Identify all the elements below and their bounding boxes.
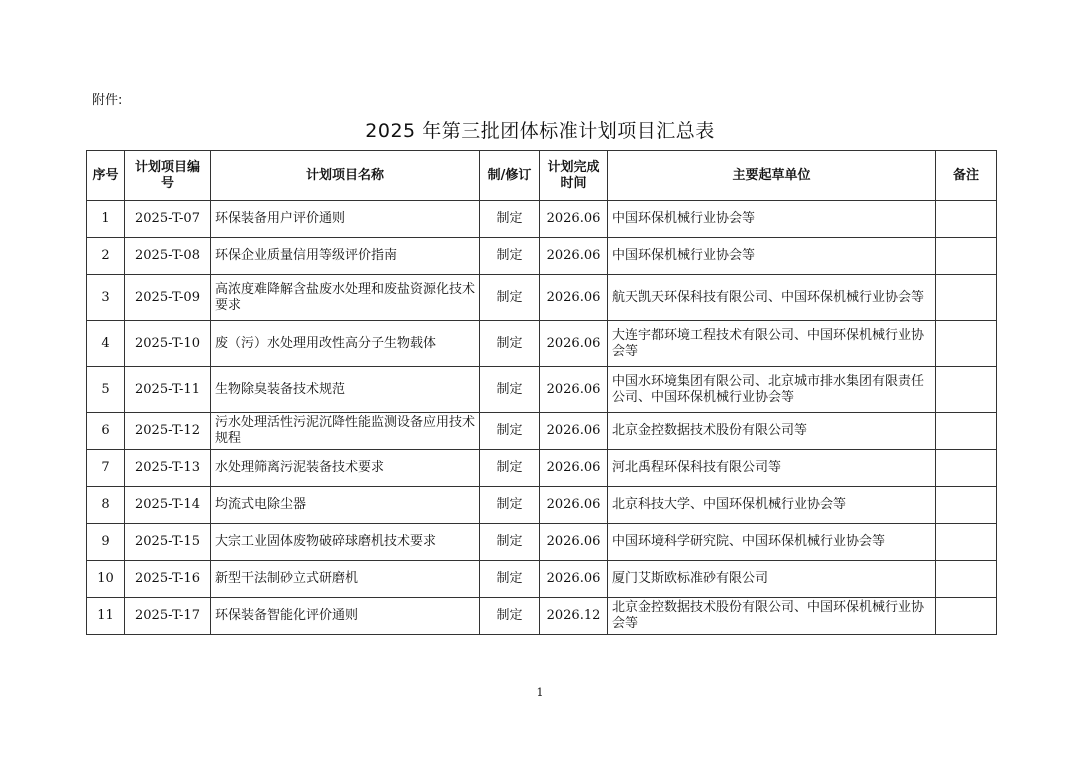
- cell-type: 制定: [480, 561, 540, 598]
- cell-type: 制定: [480, 238, 540, 275]
- cell-name: 环保装备智能化评价通则: [211, 598, 480, 635]
- cell-code: 2025-T-14: [125, 487, 211, 524]
- cell-unit: 中国环保机械行业协会等: [608, 201, 936, 238]
- cell-type: 制定: [480, 487, 540, 524]
- cell-type: 制定: [480, 321, 540, 367]
- table-row: [87, 487, 997, 524]
- cell-unit: 大连宇都环境工程技术有限公司、中国环保机械行业协会等: [608, 321, 936, 367]
- cell-unit: 中国环保机械行业协会等: [608, 238, 936, 275]
- cell-code: 2025-T-07: [125, 201, 211, 238]
- cell-date: 2026.06: [540, 450, 608, 487]
- cell-date: 2026.06: [540, 321, 608, 367]
- cell-type: 制定: [480, 450, 540, 487]
- cell-no: 6: [87, 413, 125, 450]
- cell-unit: 北京金控数据技术股份有限公司、中国环保机械行业协会等: [608, 598, 936, 635]
- cell-name: 生物除臭装备技术规范: [211, 367, 480, 413]
- cell-remark: [936, 275, 997, 321]
- cell-name: 均流式电除尘器: [211, 487, 480, 524]
- cell-code: 2025-T-08: [125, 238, 211, 275]
- cell-remark: [936, 321, 997, 367]
- page-title: 2025 年第三批团体标准计划项目汇总表: [365, 120, 715, 142]
- cell-code: 2025-T-09: [125, 275, 211, 321]
- cell-remark: [936, 561, 997, 598]
- cell-no: 5: [87, 367, 125, 413]
- header-code: 计划项目编号: [125, 151, 211, 201]
- cell-type: 制定: [480, 598, 540, 635]
- header-no: 序号: [87, 151, 125, 201]
- cell-code: 2025-T-12: [125, 413, 211, 450]
- cell-code: 2025-T-17: [125, 598, 211, 635]
- cell-unit: 中国水环境集团有限公司、北京城市排水集团有限责任公司、中国环保机械行业协会等: [608, 367, 936, 413]
- header-unit: 主要起草单位: [608, 151, 936, 201]
- cell-no: 3: [87, 275, 125, 321]
- cell-date: 2026.06: [540, 201, 608, 238]
- table-row: [87, 450, 997, 487]
- table-row: [87, 561, 997, 598]
- cell-type: 制定: [480, 413, 540, 450]
- table-row: [87, 321, 997, 367]
- table-header-row: [87, 151, 997, 201]
- cell-date: 2026.06: [540, 275, 608, 321]
- table-row: [87, 201, 997, 238]
- cell-unit: 中国环境科学研究院、中国环保机械行业协会等: [608, 524, 936, 561]
- attachment-label: 附件:: [92, 93, 123, 108]
- header-name: 计划项目名称: [211, 151, 480, 201]
- cell-type: 制定: [480, 275, 540, 321]
- cell-no: 8: [87, 487, 125, 524]
- header-type: 制/修订: [480, 151, 540, 201]
- cell-date: 2026.06: [540, 367, 608, 413]
- cell-code: 2025-T-11: [125, 367, 211, 413]
- page-number: 1: [536, 686, 544, 699]
- cell-no: 2: [87, 238, 125, 275]
- table-row: [87, 413, 997, 450]
- cell-name: 新型干法制砂立式研磨机: [211, 561, 480, 598]
- cell-name: 高浓度难降解含盐废水处理和废盐资源化技术要求: [211, 275, 480, 321]
- table-row: [87, 367, 997, 413]
- cell-name: 环保企业质量信用等级评价指南: [211, 238, 480, 275]
- cell-type: 制定: [480, 201, 540, 238]
- cell-remark: [936, 524, 997, 561]
- cell-no: 11: [87, 598, 125, 635]
- cell-code: 2025-T-15: [125, 524, 211, 561]
- cell-date: 2026.06: [540, 413, 608, 450]
- cell-code: 2025-T-13: [125, 450, 211, 487]
- header-remark: 备注: [936, 151, 997, 201]
- cell-remark: [936, 238, 997, 275]
- standards-plan-table: [86, 150, 997, 635]
- cell-type: 制定: [480, 524, 540, 561]
- cell-no: 10: [87, 561, 125, 598]
- cell-date: 2026.06: [540, 524, 608, 561]
- cell-code: 2025-T-10: [125, 321, 211, 367]
- table-row: [87, 524, 997, 561]
- cell-date: 2026.06: [540, 561, 608, 598]
- cell-name: 大宗工业固体废物破碎球磨机技术要求: [211, 524, 480, 561]
- cell-remark: [936, 487, 997, 524]
- cell-unit: 北京科技大学、中国环保机械行业协会等: [608, 487, 936, 524]
- header-date: 计划完成时间: [540, 151, 608, 201]
- cell-remark: [936, 598, 997, 635]
- cell-remark: [936, 201, 997, 238]
- cell-unit: 北京金控数据技术股份有限公司等: [608, 413, 936, 450]
- cell-date: 2026.06: [540, 238, 608, 275]
- cell-unit: 厦门艾斯欧标准砂有限公司: [608, 561, 936, 598]
- cell-no: 7: [87, 450, 125, 487]
- cell-remark: [936, 367, 997, 413]
- table-row: [87, 275, 997, 321]
- cell-remark: [936, 450, 997, 487]
- cell-no: 9: [87, 524, 125, 561]
- cell-name: 水处理筛离污泥装备技术要求: [211, 450, 480, 487]
- cell-date: 2026.06: [540, 487, 608, 524]
- cell-unit: 航天凯天环保科技有限公司、中国环保机械行业协会等: [608, 275, 936, 321]
- cell-unit: 河北禹程环保科技有限公司等: [608, 450, 936, 487]
- table-row: [87, 238, 997, 275]
- cell-no: 1: [87, 201, 125, 238]
- cell-type: 制定: [480, 367, 540, 413]
- cell-name: 污水处理活性污泥沉降性能监测设备应用技术规程: [211, 413, 480, 450]
- cell-no: 4: [87, 321, 125, 367]
- cell-remark: [936, 413, 997, 450]
- cell-code: 2025-T-16: [125, 561, 211, 598]
- table-row: [87, 598, 997, 635]
- cell-name: 废（污）水处理用改性高分子生物载体: [211, 321, 480, 367]
- cell-name: 环保装备用户评价通则: [211, 201, 480, 238]
- cell-date: 2026.12: [540, 598, 608, 635]
